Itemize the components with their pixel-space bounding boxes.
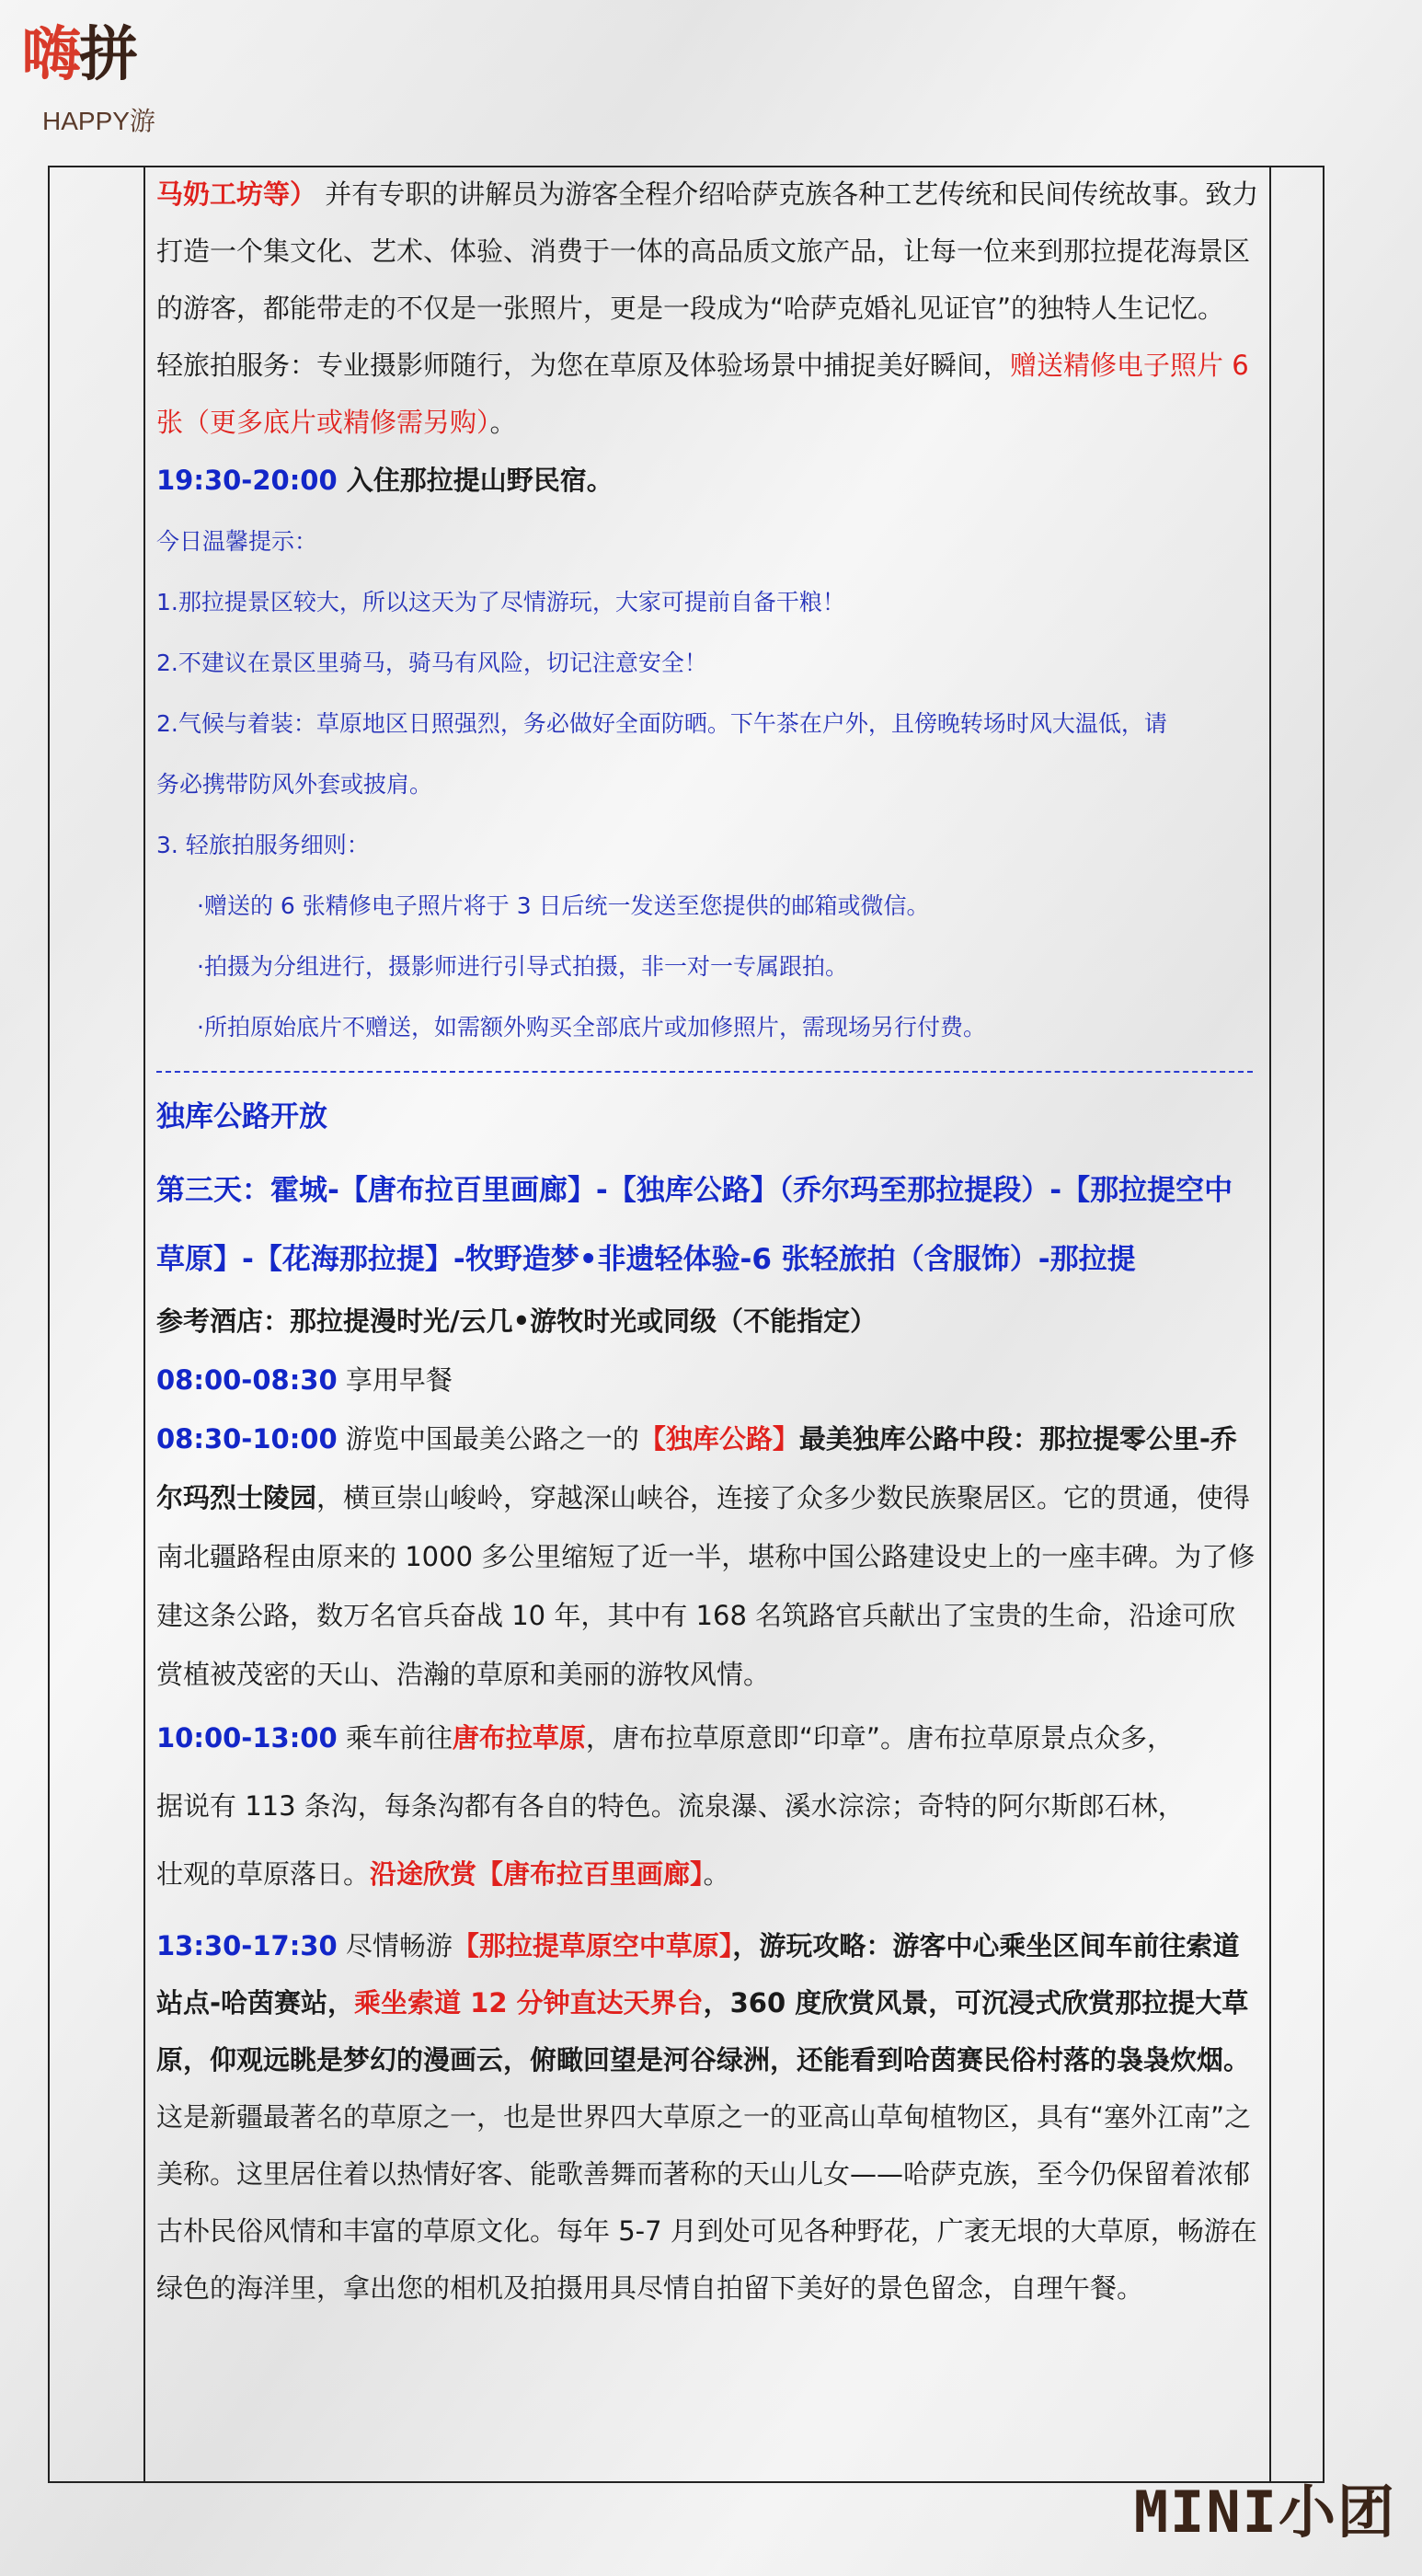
tip-item: 3. 轻旅拍服务细则： [156, 832, 370, 858]
brand-logo [22, 21, 188, 145]
road-open-tag: 独库公路开放 [156, 1100, 327, 1133]
itinerary-content [156, 166, 1260, 2317]
brand-mark: MINI小团 [1133, 2478, 1396, 2546]
tip-subitem: ·所拍原始底片不赠送，如需额外购买全部底片或加修照片，需现场另行付费。 [197, 1014, 986, 1041]
breakfast-item: 08:00-08:30 享用早餐 [156, 1364, 453, 1396]
checkin-item: 19:30-20:00 入住那拉提山野民宿。 [156, 465, 614, 496]
tip-item: 1.那拉提景区较大，所以这天为了尽情游玩，大家可提前自备干粮！ [156, 589, 845, 615]
tip-item: 2.气候与着装：草原地区日照强烈，务必做好全面防晒。下午茶在户外，且傍晚转场时风大温低，请 [156, 710, 1167, 737]
table-divider-left [143, 166, 145, 2483]
dashed-divider [156, 1071, 1253, 1073]
tip-subitem: ·赠送的 6 张精修电子照片将于 3 日后统一发送至您提供的邮箱或微信。 [197, 892, 930, 919]
logo-subtitle: HAPPY游 [42, 107, 155, 135]
tip-subitem: ·拍摄为分组进行，摄影师进行引导式拍摄，非一对一专属跟拍。 [197, 953, 848, 980]
tips-block [156, 512, 1260, 1058]
duku-road-item: 08:30-10:00 游览中国最美公路之一的【独库公路】最美独库公路中段：那拉提零公里-乔尔玛烈士陵园，横亘崇山峻岭，穿越深山峡谷，连接了众多少数民族聚居区。它的贯通，使得南北疆路程由原来的 1000 多公里缩短了近一半，堪称中国公路建设史上的一座丰碑。为了修建这条公路，数万名官兵奋战 10 年，其中有 168 名筑路官兵献出了宝贵的生命，沿途可欣赏植被茂密的天山、浩瀚的草原和美丽的游牧风情。 [156, 1423, 1256, 1690]
reference-hotel: 参考酒店：那拉提漫时光/云几•游牧时光或同级（不能指定） [156, 1305, 877, 1337]
photo-service: 轻旅拍服务：专业摄影师随行，为您在草原及体验场景中捕捉美好瞬间，赠送精修电子照片 6 张（更多底片或精修需另购）。 [156, 350, 1249, 438]
tips-title: 今日温馨提示： [156, 528, 318, 555]
tip-item: 2.不建议在景区里骑马，骑马有风险，切记注意安全！ [156, 650, 707, 676]
logo-wordmark: 嗨拼 [22, 21, 136, 89]
day3-title-line1: 第三天：霍城-【唐布拉百里画廊】-【独库公路】（乔尔玛至那拉提段）-【那拉提空中 [156, 1174, 1233, 1207]
workshop-paragraph: 马奶工坊等） 并有专职的讲解员为游客全程介绍哈萨克族各种工艺传统和民间传统故事。致力打造一个集文化、艺术、体验、消费于一体的高品质文旅产品，让每一位来到那拉提花海景区的游客，都能带走的不仅是一张照片，更是一段成为“哈萨克婚礼见证官”的独特人生记忆。 [156, 178, 1259, 324]
tangbula-item: 10:00-13:00 乘车前往唐布拉草原，唐布拉草原意即“印章”。唐布拉草原景点众多， 据说有 113 条沟，每条沟都有各自的特色。流泉瀑、溪水淙淙；奇特的阿尔斯郎石林， 壮观的草原落日。沿途欣赏【唐布拉百里画廊】。 [156, 1722, 1185, 1890]
table-divider-right [1269, 166, 1271, 2483]
tip-item-cont: 务必携带防风外套或披肩。 [156, 771, 433, 798]
nalati-item: 13:30-17:30 尽情畅游【那拉提草原空中草原】，游玩攻略：游客中心乘坐区间车前往索道站点-哈茵赛站，乘坐索道 12 分钟直达天界台，360 度欣赏风景，可沉浸式欣赏那拉提大草原，仰观远眺是梦幻的漫画云，俯瞰回望是河谷绿洲，还能看到哈茵赛民俗村落的袅袅炊烟。这是新疆最著名的草原之一，也是世界四大草原之一的亚高山草甸植物区，具有“塞外江南”之美称。这里居住着以热情好客、能歌善舞而著称的天山儿女——哈萨克族，至今仍保留着浓郁古朴民俗风情和丰富的草原文化。每年 5-7 月到处可见各种野花，广袤无垠的大草原，畅游在绿色的海洋里，拿出您的相机及拍摄用具尽情自拍留下美好的景色留念，自理午餐。 [156, 1930, 1257, 2304]
day3-title-line2: 草原】-【花海那拉提】-牧野造梦•非遗轻体验-6 张轻旅拍（含服饰）-那拉提 [156, 1243, 1136, 1276]
